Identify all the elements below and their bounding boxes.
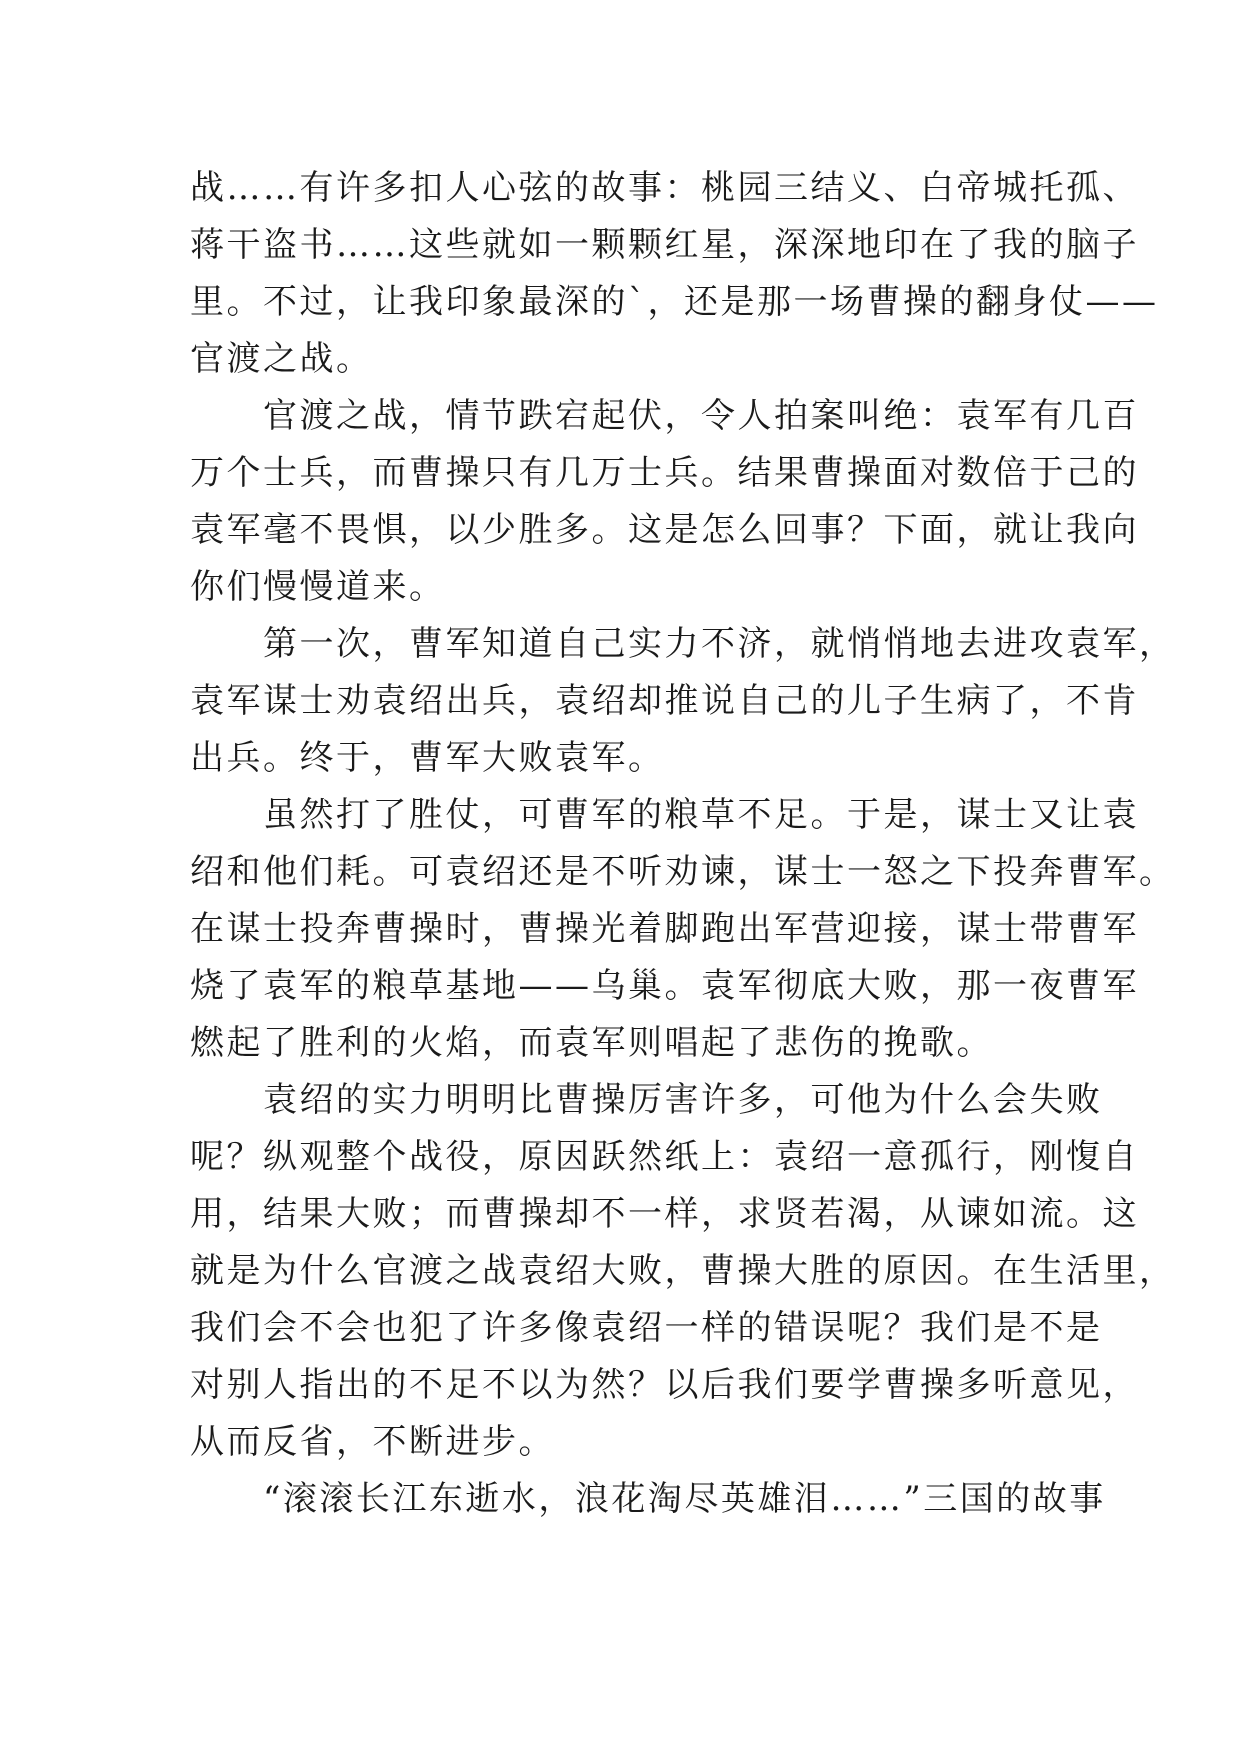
text-line: 呢？纵观整个战役，原因跃然纸上：袁绍一意孤行，刚愎自 bbox=[190, 1137, 1139, 1177]
text-line: 我们会不会也犯了许多像袁绍一样的错误呢？我们是不是 bbox=[190, 1308, 1103, 1348]
text-line: 燃起了胜利的火焰，而袁军则唱起了悲伤的挽歌。 bbox=[190, 1023, 993, 1063]
text-line: 烧了袁军的粮草基地——乌巢。袁军彻底大败，那一夜曹军 bbox=[190, 966, 1139, 1006]
text-line: 袁军毫不畏惧，以少胜多。这是怎么回事？下面，就让我向 bbox=[190, 510, 1139, 550]
text-line: 绍和他们耗。可袁绍还是不听劝谏，谋士一怒之下投奔曹军。 bbox=[190, 852, 1176, 892]
text-line: 万个士兵，而曹操只有几万士兵。结果曹操面对数倍于己的 bbox=[190, 453, 1139, 493]
text-line: 出兵。终于，曹军大败袁军。 bbox=[190, 738, 665, 778]
text-line: “滚滚长江东逝水，浪花淘尽英雄泪……”三国的故事 bbox=[190, 1479, 1106, 1519]
text-line: 第一次，曹军知道自己实力不济，就悄悄地去进攻袁军， bbox=[190, 624, 1176, 664]
text-line: 袁军谋士劝袁绍出兵，袁绍却推说自己的儿子生病了，不肯 bbox=[190, 681, 1139, 721]
text-line: 战……有许多扣人心弦的故事：桃园三结义、白帝城托孤、 bbox=[190, 168, 1139, 208]
text-line: 官渡之战，情节跌宕起伏，令人拍案叫绝：袁军有几百 bbox=[190, 396, 1139, 436]
text-line: 对别人指出的不足不以为然？以后我们要学曹操多听意见， bbox=[190, 1365, 1139, 1405]
text-line: 就是为什么官渡之战袁绍大败，曹操大胜的原因。在生活里， bbox=[190, 1251, 1176, 1291]
text-line: 蒋干盗书……这些就如一颗颗红星，深深地印在了我的脑子 bbox=[190, 225, 1139, 265]
text-line: 用，结果大败；而曹操却不一样，求贤若渴，从谏如流。这 bbox=[190, 1194, 1139, 1234]
text-line: 袁绍的实力明明比曹操厉害许多，可他为什么会失败 bbox=[190, 1080, 1103, 1120]
text-line: 从而反省，不断进步。 bbox=[190, 1422, 555, 1462]
text-line: 在谋士投奔曹操时，曹操光着脚跑出军营迎接，谋士带曹军 bbox=[190, 909, 1139, 949]
text-line: 官渡之战。 bbox=[190, 339, 373, 379]
text-line: 里。不过，让我印象最深的`，还是那一场曹操的翻身仗—— bbox=[190, 282, 1159, 322]
text-line: 虽然打了胜仗，可曹军的粮草不足。于是，谋士又让袁 bbox=[190, 795, 1139, 835]
text-line: 你们慢慢道来。 bbox=[190, 567, 446, 607]
